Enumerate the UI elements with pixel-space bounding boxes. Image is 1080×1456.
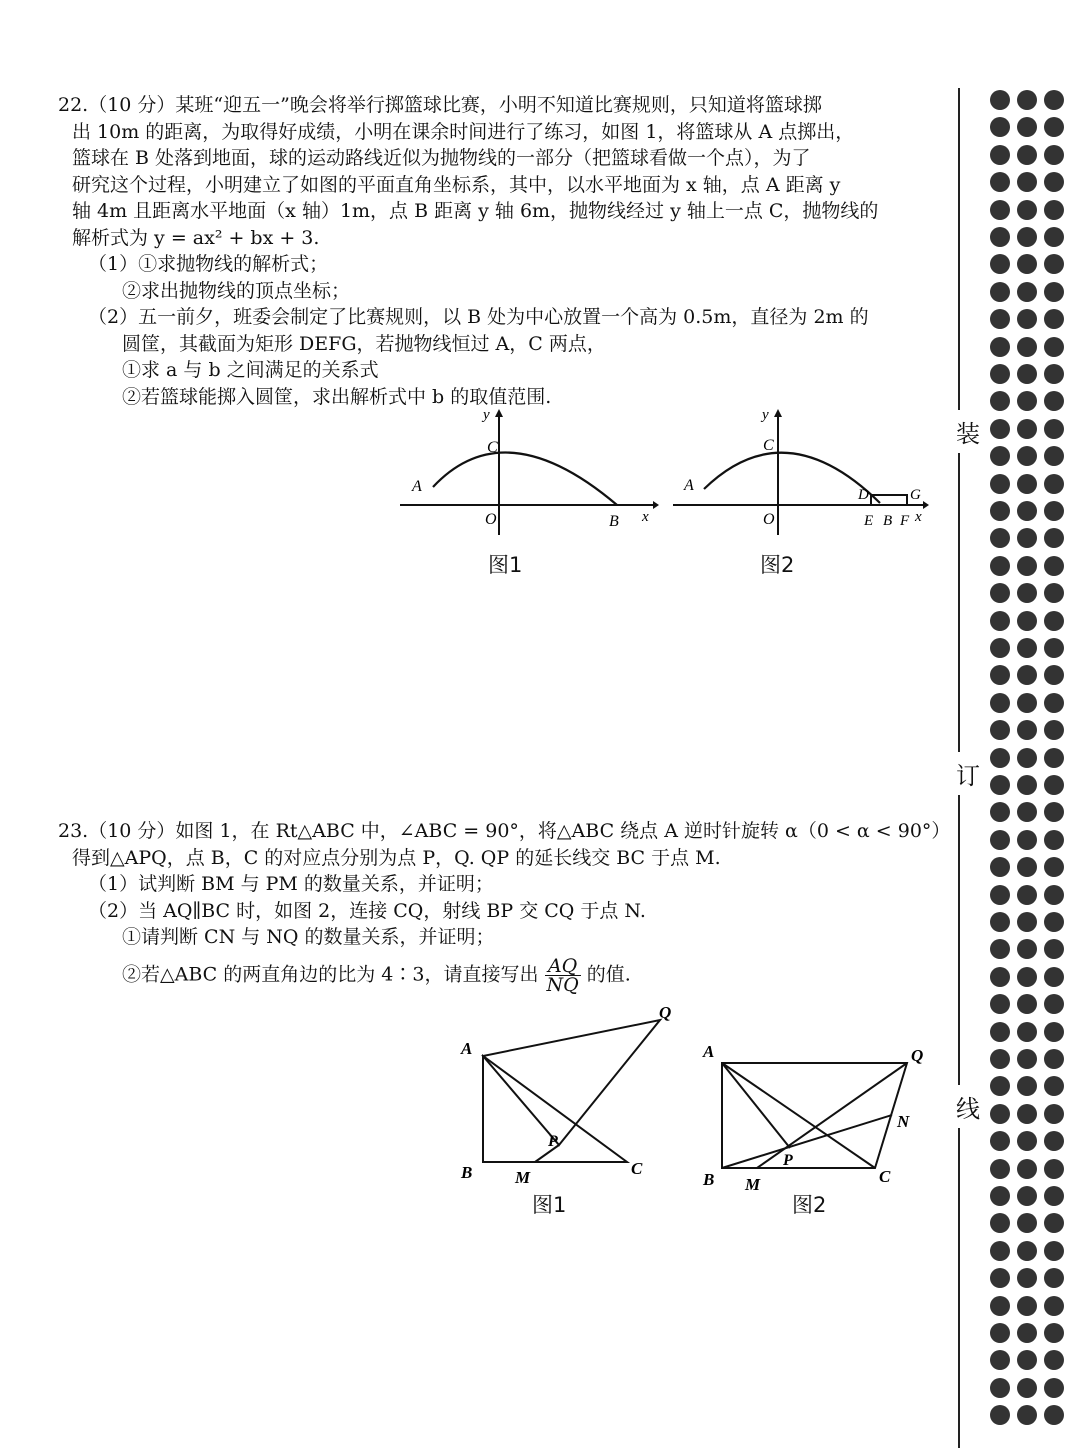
binding-dot [1044, 693, 1064, 713]
fig23-2-label-n: N [897, 1112, 910, 1131]
problem-22-question-1b: ②求出抛物线的顶点坐标； [122, 279, 351, 302]
binding-dot [1044, 1323, 1064, 1343]
binding-dot [1044, 1405, 1064, 1425]
fig1-label-y: y [483, 407, 490, 423]
binding-dot [1017, 117, 1037, 137]
binding-dot [1017, 1131, 1037, 1151]
binding-dot [990, 748, 1010, 768]
binding-dot [990, 720, 1010, 740]
binding-dot [990, 1022, 1010, 1042]
fig23-1-label-a: A [461, 1039, 473, 1058]
binding-dot [1017, 939, 1037, 959]
binding-dot [1017, 145, 1037, 165]
binding-dot [1044, 1076, 1064, 1096]
binding-dot [1017, 885, 1037, 905]
problem-23-line: 得到△APQ，点 B，C 的对应点分别为点 P，Q. QP 的延长线交 BC 于点 M. [72, 846, 721, 869]
fig2-label-b: B [883, 513, 893, 529]
binding-dot [990, 967, 1010, 987]
binding-dot [1017, 1104, 1037, 1124]
binding-dot [1044, 364, 1064, 384]
problem-23-question-2b [58, 954, 948, 996]
binding-dot [990, 501, 1010, 521]
binding-dot [990, 802, 1010, 822]
binding-dot [990, 1378, 1010, 1398]
binding-dot [1017, 1405, 1037, 1425]
binding-dot [990, 1296, 1010, 1316]
binding-dot [990, 583, 1010, 603]
binding-dot [990, 528, 1010, 548]
binding-dot [1017, 172, 1037, 192]
binding-dot [1044, 1296, 1064, 1316]
fig2-label-x: x [915, 509, 922, 525]
fig23-1-label-c: C [631, 1159, 643, 1178]
binding-dot [1044, 857, 1064, 877]
binding-dot [990, 337, 1010, 357]
binding-dot [990, 1159, 1010, 1179]
problem-22-line: 22.（10 分）某班“迎五一”晚会将举行掷篮球比赛，小明不知道比赛规则，只知道将篮球掷 [58, 94, 822, 116]
binding-dot [990, 1049, 1010, 1069]
binding-dot [990, 474, 1010, 494]
fig2-label-a: A [684, 477, 694, 494]
binding-dot [1017, 1378, 1037, 1398]
binding-dot [1044, 227, 1064, 247]
binding-dot [1044, 200, 1064, 220]
binding-dot [1017, 1213, 1037, 1233]
binding-dot [1017, 775, 1037, 795]
question-2b-suffix: 的值. [586, 963, 631, 985]
binding-dot [990, 1350, 1010, 1370]
binding-dot [1044, 145, 1064, 165]
problem-22-question-1: （1）①求抛物线的解析式； [88, 253, 329, 275]
binding-dot [1017, 693, 1037, 713]
binding-dot [1044, 583, 1064, 603]
binding-label-bottom: 线 [956, 1085, 980, 1128]
binding-dot [1044, 254, 1064, 274]
fig1-label-b: B [609, 513, 619, 530]
binding-dot [1017, 1268, 1037, 1288]
binding-dot [1044, 967, 1064, 987]
binding-dot [1017, 1186, 1037, 1206]
fig1-label-c: C [487, 439, 498, 456]
binding-dot [1017, 391, 1037, 411]
binding-dot [1017, 282, 1037, 302]
binding-dot [990, 1186, 1010, 1206]
binding-dot [990, 638, 1010, 658]
problem-23-line: 23.（10 分）如图 1，在 Rt△ABC 中，∠ABC = 90°，将△ABC 绕点 A 逆时针旋转 α（0 < α < 90°） [58, 820, 951, 842]
binding-dot [990, 830, 1010, 850]
binding-dot [990, 391, 1010, 411]
binding-dot [990, 254, 1010, 274]
problem-23-question-1: （1）试判断 BM 与 PM 的数量关系，并证明； [88, 873, 494, 895]
binding-dot [1017, 1159, 1037, 1179]
fig1-label-x: x [642, 509, 649, 525]
binding-dot [1017, 1241, 1037, 1261]
binding-dot [1017, 1350, 1037, 1370]
problem-23-figure-2-caption: 图2 [792, 1193, 827, 1217]
binding-dot [990, 1405, 1010, 1425]
question-2b-text: ②若△ABC 的两直角边的比为 4∶3，请直接写出 [122, 963, 539, 985]
binding-dot [990, 117, 1010, 137]
fig23-2-label-p: P [783, 1152, 793, 1169]
problem-22-question-2b: ②若篮球能掷入圆筐，求出解析式中 b 的取值范围. [122, 385, 552, 408]
binding-dot [1017, 419, 1037, 439]
problem-23-figure-2 [695, 1035, 935, 1190]
binding-dot [990, 282, 1010, 302]
binding-dot [1044, 830, 1064, 850]
binding-dot [1017, 912, 1037, 932]
binding-dot [1017, 254, 1037, 274]
binding-dot [1017, 556, 1037, 576]
problem-22-line: 研究这个过程，小明建立了如图的平面直角坐标系，其中，以水平地面为 x 轴，点 A 距离 y [72, 173, 841, 196]
problem-22-line: 解析式为 y = ax² + bx + 3. [72, 226, 320, 249]
binding-dot [1044, 1268, 1064, 1288]
binding-dot [1044, 638, 1064, 658]
binding-dot [1044, 446, 1064, 466]
binding-dot [1044, 309, 1064, 329]
binding-dot [990, 912, 1010, 932]
fig23-1-label-q: Q [659, 1003, 672, 1022]
binding-label-top: 装 [956, 410, 980, 453]
problem-23-figure-1 [455, 1000, 685, 1190]
fig2-label-d: D [858, 487, 869, 503]
binding-dot [1017, 200, 1037, 220]
binding-dot [1044, 748, 1064, 768]
binding-dot [1017, 309, 1037, 329]
binding-dot [1017, 446, 1037, 466]
binding-dot [1044, 802, 1064, 822]
binding-dot [1044, 665, 1064, 685]
problem-22-line: 轴 4m 且距离水平地面（x 轴）1m，点 B 距离 y 轴 6m，抛物线经过 y 轴上一点 C，抛物线的 [72, 200, 879, 222]
binding-dot [1044, 885, 1064, 905]
binding-dot [1017, 830, 1037, 850]
binding-dot [1044, 419, 1064, 439]
problem-23-figure-1-caption: 图1 [532, 1193, 567, 1217]
binding-dot [1044, 1186, 1064, 1206]
binding-dot [1017, 364, 1037, 384]
binding-dot [1044, 994, 1064, 1014]
binding-dot [990, 1076, 1010, 1096]
binding-dot [1017, 802, 1037, 822]
problem-22-line: 篮球在 B 处落到地面，球的运动路线近似为抛物线的一部分（把篮球看做一个点），为了 [72, 147, 811, 169]
binding-dot [1017, 1076, 1037, 1096]
binding-dot [1017, 583, 1037, 603]
fig23-2-label-q: Q [911, 1046, 924, 1065]
binding-dot [1044, 1131, 1064, 1151]
binding-dot [990, 939, 1010, 959]
binding-dot [1017, 1049, 1037, 1069]
binding-dot [1044, 1049, 1064, 1069]
problem-23-question-2: （2）当 AQ∥BC 时，如图 2，连接 CQ，射线 BP 交 CQ 于点 N. [88, 899, 646, 922]
binding-dot [1044, 1159, 1064, 1179]
binding-dot [1044, 1104, 1064, 1124]
fig2-label-o: O [763, 511, 775, 528]
binding-dot [990, 172, 1010, 192]
fig23-2-label-c: C [879, 1167, 891, 1186]
binding-dot [1017, 1296, 1037, 1316]
binding-dot [1017, 748, 1037, 768]
binding-dot [1017, 227, 1037, 247]
binding-dot [1044, 282, 1064, 302]
binding-dot [1017, 501, 1037, 521]
fig23-1-label-m: M [515, 1168, 531, 1187]
binding-dot [1017, 665, 1037, 685]
binding-dot [1044, 474, 1064, 494]
binding-dot [1044, 775, 1064, 795]
binding-dot [1044, 939, 1064, 959]
binding-dot [1017, 638, 1037, 658]
fig23-2-label-b: B [703, 1170, 715, 1189]
binding-dot [990, 1213, 1010, 1233]
binding-dot [1044, 556, 1064, 576]
binding-dot [1044, 1022, 1064, 1042]
binding-dot [1044, 117, 1064, 137]
binding-dot [1044, 337, 1064, 357]
binding-dot [990, 145, 1010, 165]
problem-22-figure-2 [668, 405, 933, 540]
binding-dot [990, 693, 1010, 713]
fig2-label-g: G [910, 487, 921, 503]
binding-dot [1017, 967, 1037, 987]
problem-22-question-2-line2: 圆筐，其截面为矩形 DEFG，若抛物线恒过 A，C 两点， [122, 332, 606, 355]
binding-label-middle: 订 [956, 752, 980, 795]
binding-dot [1017, 528, 1037, 548]
fraction-denominator: NQ [546, 973, 579, 996]
fig1-label-a: A [412, 478, 422, 495]
fig23-1-label-b: B [461, 1163, 473, 1182]
fig23-2-label-m: M [745, 1175, 761, 1190]
problem-22-question-2: （2）五一前夕，班委会制定了比赛规则，以 B 处为中心放置一个高为 0.5m，直径为 2m 的 [88, 306, 869, 328]
binding-dot [1044, 1213, 1064, 1233]
binding-dot [990, 446, 1010, 466]
binding-dot [1017, 1323, 1037, 1343]
fig2-label-c: C [763, 437, 774, 454]
binding-dot [1044, 1350, 1064, 1370]
binding-dot [990, 665, 1010, 685]
fig1-label-o: O [485, 511, 497, 528]
binding-dot [1044, 501, 1064, 521]
binding-dot [1017, 611, 1037, 631]
problem-22-question-2a: ①求 a 与 b 之间满足的关系式 [122, 359, 379, 381]
binding-dot [1044, 611, 1064, 631]
binding-dot [990, 556, 1010, 576]
binding-dot [1017, 994, 1037, 1014]
binding-dot [1044, 1378, 1064, 1398]
binding-dot [990, 611, 1010, 631]
binding-dot [1044, 1241, 1064, 1261]
binding-dot [1017, 337, 1037, 357]
binding-dot [1017, 1022, 1037, 1042]
problem-22-figure-1-caption: 图1 [488, 553, 523, 577]
binding-dot [990, 885, 1010, 905]
binding-dot [990, 775, 1010, 795]
problem-22-line: 出 10m 的距离，为取得好成绩，小明在课余时间进行了练习，如图 1，将篮球从 A 点掷出， [72, 120, 855, 143]
binding-dot [1017, 474, 1037, 494]
binding-dot [1017, 720, 1037, 740]
binding-dot [990, 1323, 1010, 1343]
fig23-2-label-a: A [703, 1042, 715, 1061]
binding-dot [990, 1131, 1010, 1151]
binding-dot [990, 200, 1010, 220]
binding-dot [990, 90, 1010, 110]
binding-dot [1017, 857, 1037, 877]
binding-dot [1044, 720, 1064, 740]
fig2-label-e: E [864, 513, 874, 529]
fig2-label-f: F [900, 513, 910, 529]
binding-dot [1044, 528, 1064, 548]
problem-22-figure-1 [395, 405, 660, 540]
binding-dot [990, 364, 1010, 384]
binding-dot [990, 994, 1010, 1014]
problem-22 [58, 92, 948, 410]
binding-dot [1044, 90, 1064, 110]
binding-dot [990, 1104, 1010, 1124]
binding-dot [990, 419, 1010, 439]
binding-dot [1044, 172, 1064, 192]
binding-dot [990, 309, 1010, 329]
binding-dot [990, 1268, 1010, 1288]
binding-dot [990, 227, 1010, 247]
binding-dot [1017, 90, 1037, 110]
binding-dot [1044, 912, 1064, 932]
problem-22-figure-2-caption: 图2 [760, 553, 795, 577]
ratio-fraction [545, 954, 581, 996]
fraction-numerator: AQ [545, 957, 581, 976]
binding-dot [990, 857, 1010, 877]
problem-23 [58, 818, 951, 996]
fig23-1-label-p: P [548, 1133, 558, 1150]
binding-dot [990, 1241, 1010, 1261]
problem-23-question-2a: ①请判断 CN 与 NQ 的数量关系，并证明； [122, 926, 495, 948]
binding-dot [1044, 391, 1064, 411]
fig2-label-y: y [762, 407, 769, 423]
